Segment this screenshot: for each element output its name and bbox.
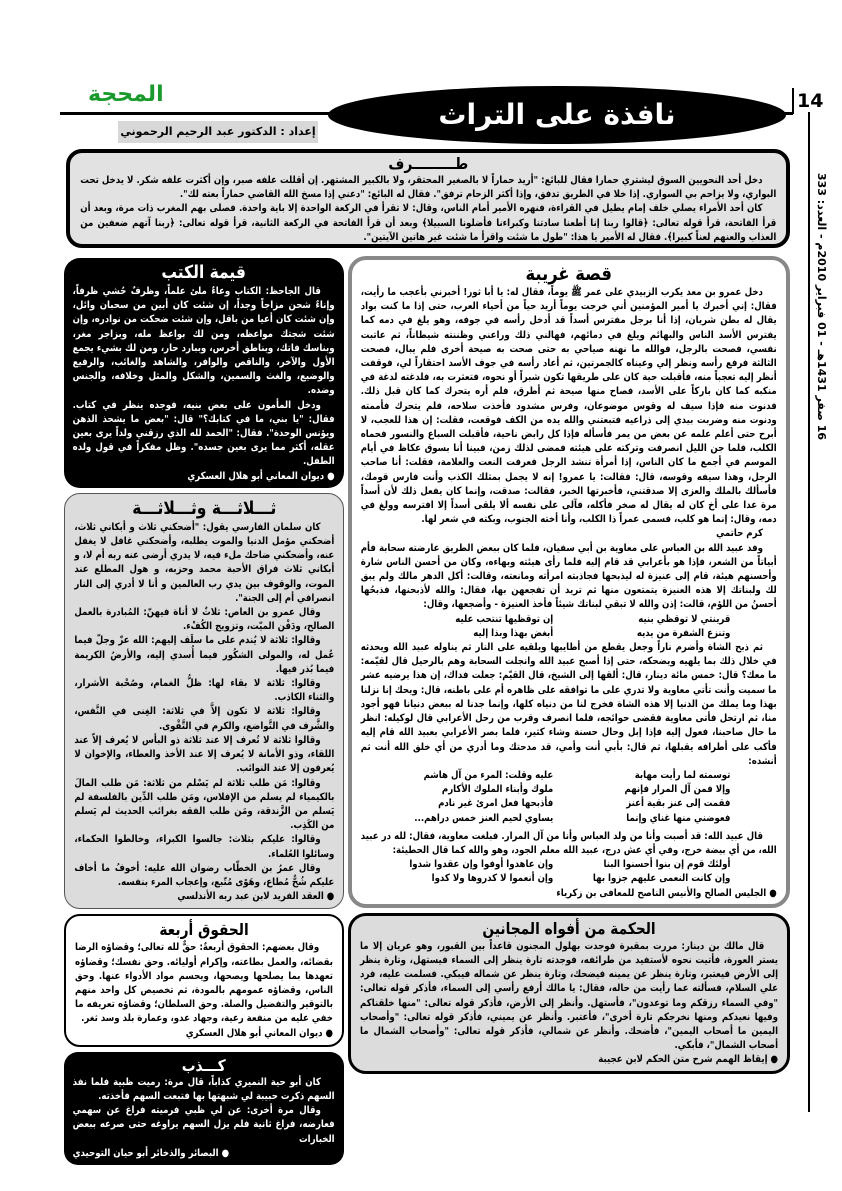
right-column: [348, 256, 790, 1074]
three-section: [64, 493, 344, 909]
three-paragraph: وقالوا: ثلاثة لا تكون إلاَّ في ثلاثة: الغِنى في النَّفس، والشَّرف في التَّواضع، والكرم في التَّقْوى.: [74, 706, 334, 732]
byline: إعداد : الدكتور عبد الرحيم الرحموني: [118, 121, 318, 143]
logo: المحجة: [88, 82, 164, 107]
three-title: ثـــلاثـــة وثـــلاثـــة: [131, 497, 277, 519]
verse-hemistich: وإن أنعموا لا كدروها ولا كدوا: [431, 873, 554, 885]
verse-hemistich: وتنزع الشفرة من يديه: [637, 627, 731, 639]
three-paragraph: وقال عمرو بن العاص: ثلاثٌ لا أناة فيهنّ: المُبادرة بالعمل الصالح، ودَفْن الميّت، وتزويج الكُفْء.: [74, 607, 334, 633]
verse-hemistich: فقمت إلى عنز بقية أعنز: [626, 798, 731, 810]
date-strip: 16 صفر 1431هـ - 01 فبراير 2010م - العدد: 333: [812, 140, 830, 440]
tarf-paragraph: دخل أحد النحويين السوق ليشتري حمارا فقال للبائع: "أريد حماراً لا بالصغير المحتقر، ولا بالكبير المشتهر. إن أقللت علفه صبر، وإن أكثرت علفه شكر. لا يدخل تحت البواري، ولا يزاحم بي السواري. إذا خلا في الطريق تدفق، وإذا أكثر الزحام ترفق". فقال له البائع: "دعني إذا مسخ الله القاضي حماراً بعته لك".: [80, 175, 776, 201]
verse-line: [361, 797, 777, 811]
rights-section: [64, 914, 344, 1046]
wisdom-source: ● إيقاظ الهمم شرح متن الحكم لابن عجيبة: [360, 1053, 778, 1067]
story-paragraph: قال عبيد الله: قد أصبت وأنا من ولد العباس وأنا من آل المرار. فبلغت معاوية، فقال: لله در عبيد الله، من أي بيضة خرج، وفي أي عش درج، عبيد الله معلم الجود، وهو والله كما قال الحطيئة:: [361, 830, 777, 856]
books-paragraph: قال الجاحظ: الكتاب وعاءٌ ملئ علماً، وظرفٌ حُشي ظرفاً، وإناءٌ شحن مزاجاً وجداً، إن شئت كان أبين من سحبان وائل، وإن شئت كان أعيا من باقل، وإن شئت ضحكت من نوادره، وإن شئت شجتك مواعظه، ومن لك بواعظ مله، وبزاجر مغر، وبناسك فاتك، وبناطق أخرس، وببارد حار، ومن لك بشيء يجمع الأول والآخر، والناقص والوافر، والشاهد والغائب، والرفيع والوضيع، والغث والسمين، والشكل والمثل وخلافه، والجنس وضده.: [73, 286, 335, 397]
verse-hemistich: توسمته لما رأيت مهابة: [634, 769, 731, 781]
story-paragraph: دخل عمرو بن معد يكرب الزبيدي على عمر ﷺ يوماً، فقال له: يا أبا ثور! أخبرني بأعجب ما رأيت، فقال: إني أخبرك يا أمير المؤمنين أني خرجت يوماً أريد حياً من أحياء العرب، حتى إذا ما كنت بواد يقال له بطن شريان، إذا أنا برجل مفترس أسداً قد أدخل رأسه في جوفه، وهو يلغ في دمه كما يفترس الأسد الناس والبهائم ويلغ في دمائهم، فهالني ذلك وراعني وظننته شيطاناً، ثم عاتبت نفسي، فصحت بالرجل، فوالله ما نهنه صياحي به حتى صحت به صيحة أخرى فلم يبال، فصحت الثالثة فرفع رأسه ونظر إلي وعيناه كالجمرتين، ثم أعاد رأسه في جوف الأسد احتقاراً لي، فوقفت أنظر إليه تعجباً منه، فأقبلت حية كان على طريقها تكون شبراً أو نحوه، فتعثرت به، فلدغته لدغة في منكبه كما كان باركاً على الأسد، فصاح منها صيحة ثم أطرق، فلم أره يتحرك كما كان قبل ذلك. فدنوت منه فإذا سيف له وقوس موضوعان، وفرس مشدود فأخذت سلاحه، فلم يتحرك فأممته ودنوت منه وضربت بيدي إلى ذراعيه فتبعتني والله يده من الكف فوقعت، فقلت: إن هذا للعجب، لا أبرح حتى أعلم علمه عن بعض من يمر فأسأله فإذا كل رابض ناحية، فأقبلت السباع والنسور فحماه الكلب، فلما جن الليل انصرفت وتركته على هيئته فمضى لذلك زمن، فبينا أنا بسوق عكاظ في أيام الموسم في أجمع ما كان الناس، إذا أمرأة تنشد الرجل فعرفت النعت والعلامة، فقلت: أنا صاحب الرجل، وهذا سيفه وقوسه، قال: فقالت: يا عمرو! إنه لا يجمل بمثلك الكذب وأنت فارس قومك، فأسألك بالملك والعزى إلا صدقتني، فأخبرتها الخبر، فقالت: صدقت، وإنما كان يفعل ذلك لأن أسداً مرة عدا على أخ كان له يقال له صخر فأكله، فآلى على نفسه ألا يلقى أسداً إلا افترسه وولغ في دمه، وقال: إنما هو كلب، فسمى عمراً ذا الكلب، وأنا أخته الجنوب، وبكته في شعر لها.: [361, 287, 777, 526]
right-rule: [808, 112, 810, 1112]
verse-hemistich: عليه وقلت: المرء من آل هاشم: [423, 769, 554, 781]
tarf-paragraph: كان أحد الأمراء يصلي خلف إمام يطيل في القراءة، فنهره الأمير أمام الناس، وقال: لا تقرأ في الركعة الواحدة إلا باية واحدة. فصلى بهم المغرب ذات مرة، وبعد أن قرأ الفاتحة، قرأ قوله تعالى: ﴿قالوا ربنا إنا أطعنا سادتنا وكبراءنا فأضلونا السبيلا﴾ وبعد أن قرأ الفاتحة في الركعة الثانية، قرأ قوله تعالى: ﴿ربنا آتهم ضعفين من العذاب والعنهم لعناً كبيرا﴾. فقال له الأمير يا هذا: "طول ما شئت واقرأ ما شئت غير هاتين الآيتين".: [80, 203, 776, 243]
story-source: ● الجليس الصالح والأنيس الناصح للمعافى بن زكرياء: [361, 887, 777, 901]
rights-paragraph: وقال بعضهم: الحقوق أربعةٌ: حقٌّ لله تعالى؛ وقضاؤه الرضا بقضائه، والعمل بطاعته، وإكرام أوليائه. وحق نفسك؛ وقضاؤه تعهدها بما يصلحها ويصحها، ويحسم مواد الأدواء عنها. وحق الناس، وقضاؤه عمومهم بالمودة، ثم تخصيص كل واحد منهم بالتوقير والتفضيل والصلة. وحق السلطان؛ وقضاؤه تعريفه ما خفي عليه من منفعة رعية، وجهاد عدو، وعمارة بلد وسد ثغر.: [75, 942, 334, 1025]
verse-line: [361, 613, 777, 627]
books-source: ● ديوان المعاني أبو هلال العسكري: [73, 470, 335, 484]
wisdom-section: [348, 913, 790, 1074]
verse-hemistich: وإن كانت النعمى عليهم جزوا بها: [593, 873, 731, 885]
three-paragraph: وقالوا: ثلاثة لا يُندم على ما سلَف إليهم: الله عزّ وجلّ فيما عُمل له، والمولى الشكُور فيما أُسدي إليه، والأرضُ الكريمة فيما بُذر فيها.: [74, 635, 334, 675]
verse-hemistich: يساوي لحيم العنز خمس دراهم...: [414, 812, 554, 824]
left-column: [64, 258, 344, 1165]
verse-hemistich: وإن عاهدوا أوفوا وإن عقدوا شدوا: [409, 859, 554, 871]
verse-hemistich: أولئك قوم إن بنوا أحسنوا البنا: [603, 859, 731, 871]
lies-paragraph: كان أبو حية النميري كذاباً، قال مرة: رميت ظبية فلما نفذ السهم ذكرت حبيبة لي شبهتها بها فتبعت السهم فأخذته.: [73, 1076, 335, 1102]
lies-source: ● البصائر والذخائر أبو حيان التوحيدي: [73, 1147, 335, 1161]
verse-hemistich: أبغض بهذا وبذا إليه: [473, 627, 554, 639]
verse-hemistich: وإلا فمن آل المرار فإنهم: [624, 784, 731, 796]
three-paragraph: وقالوا: مَن طلب ثلاثة لم يَسْلم من ثلاثة: مَن طلب المالَ بالكيمياء لم يسلم من الإفلاس، ومَن طلب الدِّين بالفلسفة لم يَسلم من الزَّندقة، ومَن طلب الفقه بغرائب الحديث لم يَسلم من الكَذِب.: [74, 777, 334, 832]
books-section: [64, 258, 344, 488]
three-paragraph: كان سلمان الفارسي يقول: "أضحكني ثلاث و أبكاني ثلاث، أضحكني مؤمل الدنيا والموت يطلبه، وأضحكني غافل لا يغفل عنه، وأضحكني ضاحك ملء فيه، لا يدري أرضى عنه ربه أم لا، و أبكاني ثلاث فراق الأحبة محمد وحزبه، و هول المطلع عند الموت، والوقوف بين يدي رب العالمين و أنا لا أدري إلى النار انصرافي أم إلى الجنة".: [74, 521, 334, 604]
story-section: [348, 256, 790, 908]
three-paragraph: وقالوا: عليكم بثلاث: جالسوا الكبراء، وخالطوا الحكماء، وسائلوا العُلماء.: [74, 834, 334, 860]
tarf-title: طـــــــــرف: [388, 154, 468, 173]
verse-line: [361, 627, 777, 641]
books-title: قيمة الكتب: [161, 262, 247, 283]
verse-hemistich: إن توقظيها تنتحب عليه: [455, 613, 554, 625]
section-title: نافذة على التراث: [438, 98, 676, 131]
verse-line: [361, 858, 777, 872]
section-title-banner: [328, 86, 786, 144]
lies-section: [64, 1052, 344, 1165]
story-paragraph: ثم ذبح الشاة وأضرم ناراً وجعل يقطع من أطايبها ويلقيه على النار ثم يناوله عبيد الله ويحدثه في خلال ذلك بما يلهيه ويضحكه، حتى إذا أصبح عبيد الله وانجلت السحابة وهم بالرحيل قال لقيّمه: ما معك؟ قال: خمس مائة دينار، قال: ألقها إلى الشيخ، قال القيّم: جعلت فداك، إن هذا يرضيه عشر ما سميت وأنت تأتي معاوية ولا تدري على ما توافقه على ظاهره أم على باطنه، قال: ويحك إنا نزلنا بهذا وما يملك من الدنيا إلا هذه الشاة فخرج لنا من دنياه كلها، وإنما جدنا له ببعض دنيانا فهو أجود منا، ثم ارتحل فأتى معاوية فقضى حوائجه، فلما انصرف وقرب من رحل الأعرابي قال لوكيله: انظر ما حال صاحبنا، فعول إليه فإذا إبل وحال حسنة وشاء كثير، فلما بصر الأعرابي بعبيد الله قام إليه فأكب على أطرافه يقبلها، ثم قال: بأبي أنت وأمي، قد مدحتك وما أدري من أي خلق الله أنت ثم أنشده:: [361, 642, 777, 767]
verse-hemistich: ملوك وأبناء الملوك الأكارم: [442, 784, 554, 796]
tarf-section: [66, 149, 790, 248]
story-title: قصة غريبة: [525, 263, 613, 285]
wisdom-title: الحكمة من أفواه المجانين: [482, 918, 656, 938]
three-paragraph: وقالوا ثلاثة لا تُعرف إلا عند ثلاثة ذو البأس لا يُعرف إلاّ عند اللقاء، وذو الأمانة لا يُعرف إلا عند الأخذ والعطاء، والإخوان لا يُعرفون إلا عند النوائب.: [74, 734, 334, 775]
page-number: 14: [792, 88, 823, 114]
verse-line: [361, 872, 777, 886]
books-paragraph: ودخل المأمون على بعض بنيه، فوجده ينظر في كتاب. فقال: "يا بني، ما في كتابك؟" قال: "بعض ما يشحذ الذهن ويؤنس الوحدة". فقال: "الحمد لله الذي رزقني ولداً يرى بعين عقله، أكثر مما يرى بعين جسده". وظل مفكراً في قول ولده الطفل.: [73, 399, 335, 468]
lies-title: كـــذب: [182, 1055, 226, 1075]
story-subtitle: كرم حاتمي: [716, 528, 764, 540]
rights-source: ● ديوان المعاني أبو هلال العسكري: [75, 1027, 333, 1041]
three-paragraph: وقالوا: ثلاثة لا بقاء لها: ظلُّ الغمام، وصُحْبة الأشرار، والثناء الكاذب.: [74, 678, 334, 704]
verse-line: [361, 812, 777, 826]
story-paragraph: وفد عبيد الله بن العباس على معاوية بن أبي سفيان، فلما كان ببعض الطريق عارضته سحابة فأم أبياتاً من الشعر، فإذا هو بأعرابي قد قام إليه فلما رأى هيئته وبهاءه، وكان من أحسن الناس شارة وأحسنهم هيئة، قام إلى عنيزة له ليذبحها فجاذبته امرأته ومانعته، وقالت: أكل الدهر مالك ولم يبق لك ولبناتك إلا هذه العنيزة يتمتعون منها ثم تريد أن تفجعهن بها، فقال: والله لأذبحنها، فذبحُها أحسنُ من اللؤم، قالت: إذن والله لا تبقي لبناتك شيئاً فأخذ العنيزة - وأضجعها، وقال:: [361, 542, 777, 611]
verse-hemistich: قرينتي لا توقظي بنيه: [638, 613, 731, 625]
wisdom-paragraph: قال مالك بن دينار: مررت بمقبرة فوجدت بهلول المجنون قاعداً بين القبور، وهو عريان إلا ما يستر العورة، فأتيت نحوه لأستفيد من طرائفه، فوجدته تارة ينظر إلى السماء فيستهل، وتارة ينظر إلى الأرض فيعتبر، وتارة ينظر عن يمينه فيضحك، وتارة ينظر عن شماله فيبكي. فسلمت عليه، فرد علي السلام، فسألته عما رأيت من حاله، فقال: يا مالك أرفع رأسي إلى السماء، فأذكر قوله تعالى: "وفي السماء رزقكم وما توعدون"، فأستهل. وأنظر إلى الأرض، فأذكر قوله تعالى: "منها خلقناكم وفيها نعيدكم ومنها نخرجكم تارة أخرى"، فأعتبر. وأنظر عن يميني، فأذكر قوله تعالى: "وأصحاب اليمين ما أصحاب اليمين"، فأضحك. وأنظر عن شمالي، فأذكر قوله تعالى: "وأصحاب الشمال ما أصحاب الشمال"، فأبكي.: [360, 940, 778, 1052]
verse-line: [361, 783, 777, 797]
three-source: ● العقد الفريد لابن عبد ربه الأندلسي: [74, 890, 334, 904]
verse-hemistich: فعوضني منها غناي وإنما: [626, 812, 731, 824]
three-paragraph: وقال عمرُ بن الخطّاب رضوان الله عليه: أخوفُ ما أخاف عليكم شُحٌّ مُطاع، وهَوًى مُتّبع، وإعجاب المرء بنفسه.: [74, 862, 334, 888]
verse-line: [361, 769, 777, 783]
rights-title: الحقوق أربعة: [159, 920, 249, 940]
lies-paragraph: وقال مرة أخرى: عن لي ظبي فرميته فراغ عن سهمي فعارضه، فراغ ثانية فلم يزل السهم يراوغه حتى صرعه ببعض الخبارات: [73, 1105, 335, 1145]
verse-hemistich: فأذبحها فعل امرئ غير نادم: [438, 798, 554, 810]
